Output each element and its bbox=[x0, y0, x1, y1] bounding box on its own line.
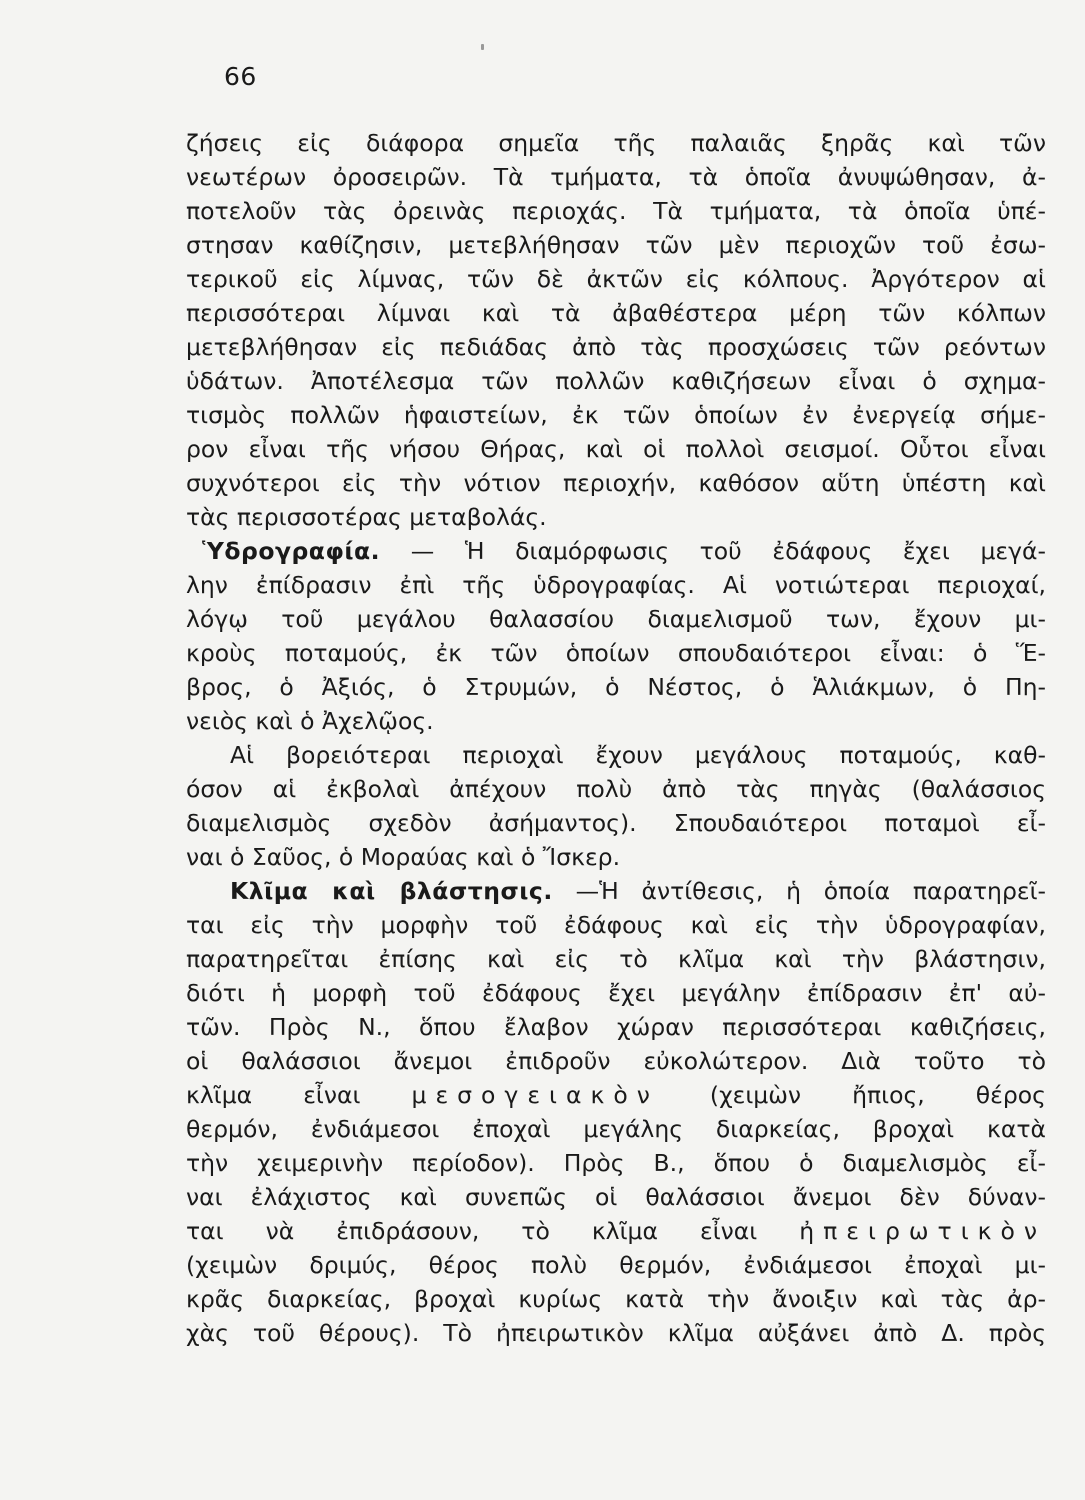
text-line: ναι ἐλάχιστος καὶ συνεπῶς οἱ θαλάσσιοι ἄνεμοι δὲν δύναν- bbox=[186, 1183, 1046, 1211]
page-number: 66 bbox=[224, 62, 257, 91]
section-heading-hydrography: Ὑδρογραφία. bbox=[202, 537, 381, 565]
text-line: κροὺς ποταμούς, ἐκ τῶν ὁποίων σπουδαιότεροι εἶναι: ὁ Ἕ- bbox=[186, 639, 1046, 667]
hydro-first-line bbox=[186, 534, 1046, 568]
text-line: κρᾶς διαρκείας, βροχαὶ κυρίως κατὰ τὴν ἄνοιξιν καὶ τὰς ἀρ- bbox=[186, 1285, 1046, 1313]
text-line: ται εἰς τὴν μορφὴν τοῦ ἐδάφους καὶ εἰς τὴν ὑδρογραφίαν, bbox=[186, 911, 1046, 939]
text-line: συχνότεροι εἰς τὴν νότιον περιοχήν, καθόσον αὕτη ὑπέστη καὶ bbox=[186, 469, 1046, 497]
text-line: νεωτέρων ὀροσειρῶν. Τὰ τμήματα, τὰ ὁποῖα ἀνυψώθησαν, ἀ- bbox=[186, 163, 1046, 191]
climate-med-suffix: (χειμὼν ἤπιος, θέρος bbox=[709, 1081, 1046, 1109]
text-line: τερικοῦ εἰς λίμνας, τῶν δὲ ἀκτῶν εἰς κόλπους. Ἀργότερον αἱ bbox=[186, 265, 1046, 293]
section-heading-climate: Κλῖμα καὶ βλάστησις. bbox=[230, 877, 553, 905]
text-line: βρος, ὁ Ἀξιός, ὁ Στρυμών, ὁ Νέστος, ὁ Ἁλιάκμων, ὁ Πη- bbox=[186, 673, 1046, 701]
text-line: ρον εἶναι τῆς νήσου Θήρας, καὶ οἱ πολλοὶ σεισμοί. Οὗτοι εἶναι bbox=[186, 435, 1046, 463]
text-line: ζήσεις εἰς διάφορα σημεῖα τῆς παλαιᾶς ξηρᾶς καὶ τῶν bbox=[186, 129, 1046, 157]
text-line: νειὸς καὶ ὁ Ἀχελῷος. bbox=[186, 707, 434, 735]
text-line: μετεβλήθησαν εἰς πεδιάδας ἀπὸ τὰς προσχώσεις τῶν ρεόντων bbox=[186, 333, 1046, 361]
text-line: περισσότεραι λίμναι καὶ τὰ ἀβαθέστερα μέρη τῶν κόλπων bbox=[186, 299, 1046, 327]
text-line bbox=[186, 1078, 1046, 1112]
body-text bbox=[186, 126, 1046, 1350]
hydro-first-text: — Ἡ διαμόρφωσις τοῦ ἐδάφους ἔχει μεγά- bbox=[410, 537, 1046, 565]
text-line: λην ἐπίδρασιν ἐπὶ τῆς ὑδρογραφίας. Αἱ νοτιώτεραι περιοχαί, bbox=[186, 571, 1046, 599]
text-line: όσον αἱ ἐκβολαὶ ἀπέχουν πολὺ ἀπὸ τὰς πηγὰς (θαλάσσιος bbox=[186, 775, 1046, 803]
text-line: τισμὸς πολλῶν ἡφαιστείων, ἐκ τῶν ὁποίων ἐν ἐνεργείᾳ σήμε- bbox=[186, 401, 1046, 429]
climate-med-prefix: κλῖμα εἶναι bbox=[186, 1081, 361, 1109]
climate-first-line bbox=[186, 874, 1046, 908]
climate-cont-word: ἠπειρωτικὸν bbox=[799, 1217, 1046, 1245]
text-line: (χειμὼν δριμύς, θέρος πολὺ θερμόν, ἐνδιάμεσοι ἐποχαὶ μι- bbox=[186, 1251, 1046, 1279]
text-line: τὰς περισσοτέρας μεταβολάς. bbox=[186, 503, 547, 531]
text-line: ποτελοῦν τὰς ὀρεινὰς περιοχάς. Τὰ τμήματα, τὰ ὁποῖα ὑπέ- bbox=[186, 197, 1046, 225]
climate-first-text: —Ἡ ἀντίθεσις, ἡ ὁποία παρατηρεῖ- bbox=[575, 877, 1046, 905]
climate-med-word: μεσογειακὸν bbox=[411, 1081, 659, 1109]
text-line bbox=[186, 1214, 1046, 1248]
text-line: στησαν καθίζησιν, μετεβλήθησαν τῶν μὲν περιοχῶν τοῦ ἐσω- bbox=[186, 231, 1046, 259]
text-line: Αἱ βορειότεραι περιοχαὶ ἔχουν μεγάλους ποταμούς, καθ- bbox=[230, 741, 1046, 769]
print-speck bbox=[481, 44, 484, 50]
text-line: διότι ἡ μορφὴ τοῦ ἐδάφους ἔχει μεγάλην ἐπίδρασιν ἐπ' αὐ- bbox=[186, 979, 1046, 1007]
text-line: παρατηρεῖται ἐπίσης καὶ εἰς τὸ κλῖμα καὶ τὴν βλάστησιν, bbox=[186, 945, 1046, 973]
text-line: οἱ θαλάσσιοι ἄνεμοι ἐπιδροῦν εὐκολώτερον. Διὰ τοῦτο τὸ bbox=[186, 1047, 1046, 1075]
text-line: χὰς τοῦ θέρους). Τὸ ἠπειρωτικὸν κλῖμα αὐξάνει ἀπὸ Δ. πρὸς bbox=[186, 1319, 1046, 1347]
text-line: διαμελισμὸς σχεδὸν ἀσήμαντος). Σπουδαιότεροι ποταμοὶ εἶ- bbox=[186, 809, 1046, 837]
text-line: θερμόν, ἐνδιάμεσοι ἐποχαὶ μεγάλης διαρκείας, βροχαὶ κατὰ bbox=[186, 1115, 1046, 1143]
text-line: τῶν. Πρὸς Ν., ὅπου ἔλαβον χώραν περισσότεραι καθιζήσεις, bbox=[186, 1013, 1046, 1041]
text-line: τὴν χειμερινὴν περίοδον). Πρὸς Β., ὅπου ὁ διαμελισμὸς εἶ- bbox=[186, 1149, 1046, 1177]
text-line: ναι ὁ Σαῦος, ὁ Μοραύας καὶ ὁ Ἴσκερ. bbox=[186, 843, 621, 871]
climate-cont-line: ται νὰ ἐπιδράσουν, τὸ κλῖμα εἶναι bbox=[186, 1217, 758, 1245]
text-line: λόγῳ τοῦ μεγάλου θαλασσίου διαμελισμοῦ των, ἔχουν μι- bbox=[186, 605, 1046, 633]
text-line: ὑδάτων. Ἀποτέλεσμα τῶν πολλῶν καθιζήσεων εἶναι ὁ σχημα- bbox=[186, 367, 1046, 395]
